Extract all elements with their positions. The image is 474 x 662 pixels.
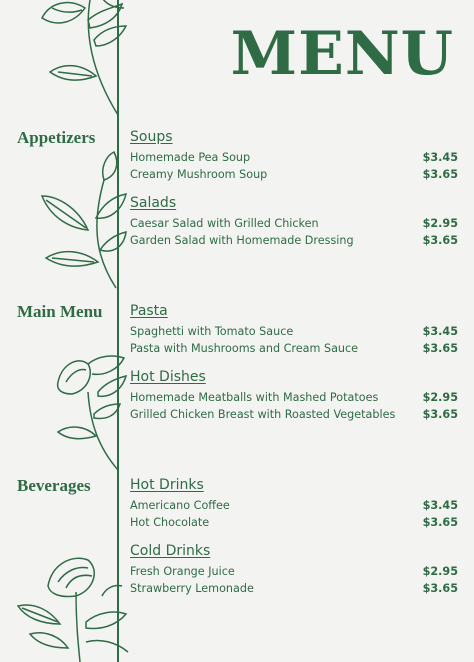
- item-price: $3.65: [422, 341, 458, 355]
- item-name: Caesar Salad with Grilled Chicken: [130, 217, 319, 230]
- item-name: Creamy Mushroom Soup: [130, 167, 268, 181]
- item-name: Pasta with Mushrooms and Cream Sauce: [130, 341, 359, 355]
- flower-branch-bottom-icon: [16, 552, 141, 662]
- leaf-branch-middle-icon: [38, 150, 128, 290]
- section-soups: [130, 128, 458, 183]
- section-title: Salads: [130, 195, 177, 211]
- menu-item: [130, 515, 458, 532]
- menu-title: MENU: [230, 19, 454, 89]
- menu-item: [130, 167, 458, 184]
- section-title: Soups: [130, 129, 173, 145]
- item-name: Americano Coffee: [130, 499, 230, 512]
- category-main-menu: Main Menu: [17, 302, 103, 321]
- section-salads: [130, 194, 458, 249]
- item-price: $3.65: [422, 407, 458, 421]
- menu-item: [130, 407, 458, 424]
- section-title: Cold Drinks: [130, 543, 211, 559]
- item-name: Garden Salad with Homemade Dressing: [130, 233, 354, 247]
- item-name: Hot Chocolate: [130, 515, 210, 529]
- item-price: $2.95: [422, 391, 458, 404]
- item-price: $3.45: [422, 151, 458, 164]
- category-beverages: Beverages: [17, 476, 91, 495]
- section-title: Hot Dishes: [130, 369, 206, 385]
- menu-item: [130, 341, 458, 358]
- item-price: $3.65: [422, 167, 458, 181]
- menu-item: [130, 150, 458, 167]
- item-price: $2.95: [422, 565, 458, 578]
- menu-item: [130, 216, 458, 233]
- section-title: Pasta: [130, 303, 168, 319]
- section-hot-dishes: [130, 368, 458, 423]
- menu-item: [130, 233, 458, 250]
- category-appetizers: Appetizers: [17, 128, 96, 147]
- item-price: $3.45: [422, 499, 458, 512]
- item-name: Homemade Pea Soup: [130, 151, 251, 164]
- section-hot-drinks: [130, 476, 458, 531]
- section-cold-drinks: [130, 542, 458, 597]
- item-name: Fresh Orange Juice: [130, 565, 235, 578]
- menu-item: [130, 390, 458, 407]
- item-price: $3.65: [422, 581, 458, 595]
- section-title: Hot Drinks: [130, 477, 204, 493]
- item-price: $3.65: [422, 515, 458, 529]
- menu-item: [130, 498, 458, 515]
- item-price: $2.95: [422, 217, 458, 230]
- item-price: $3.65: [422, 233, 458, 247]
- section-pasta: [130, 302, 458, 357]
- item-name: Grilled Chicken Breast with Roasted Vegetables: [130, 407, 396, 421]
- menu-item: [130, 324, 458, 341]
- flower-branch-top-icon: [30, 0, 130, 120]
- item-price: $3.45: [422, 325, 458, 338]
- item-name: Strawberry Lemonade: [130, 581, 254, 595]
- menu-item: [130, 564, 458, 581]
- item-name: Homemade Meatballs with Mashed Potatoes: [130, 391, 379, 404]
- flower-branch-lower-icon: [48, 352, 128, 472]
- menu-item: [130, 581, 458, 598]
- item-name: Spaghetti with Tomato Sauce: [130, 325, 294, 338]
